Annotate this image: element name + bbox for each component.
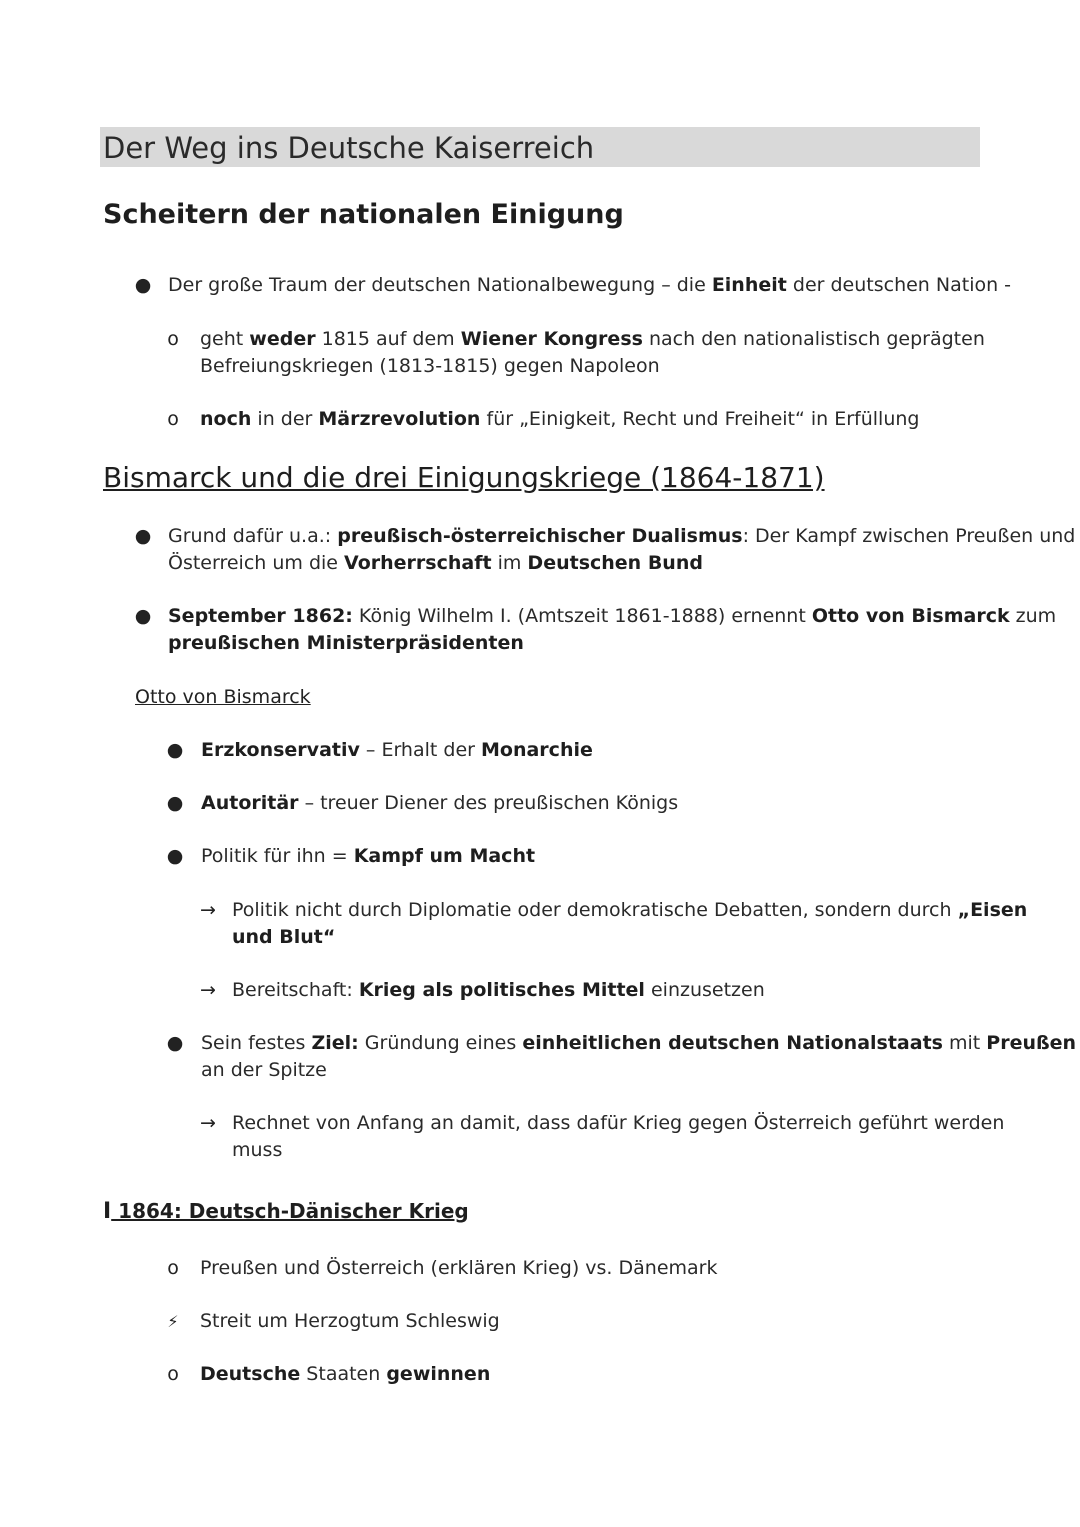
- text: König Wilhelm I. (Amtszeit 1861-1888) ernennt: [352, 605, 812, 627]
- bullet-marker: ●: [166, 739, 184, 761]
- bold-text: Einheit: [711, 274, 787, 296]
- text: 1815 auf dem: [315, 328, 461, 350]
- bold-text: Deutschen Bund: [527, 552, 703, 574]
- text: Politik nicht durch Diplomatie oder demokratische Debatten, sondern durch: [232, 899, 958, 921]
- subheading-otto: Otto von Bismarck: [135, 686, 311, 708]
- text: nach den nationalistisch geprägten: [642, 328, 985, 350]
- text: 1864: Deutsch-Dänischer Krieg: [111, 1199, 469, 1223]
- bismarck-politik: [201, 843, 535, 870]
- bullet-traum: [168, 272, 1011, 299]
- text: in der: [251, 408, 319, 430]
- bold-text: Erzkonservativ: [201, 739, 360, 761]
- arrow-bereitschaft: [232, 977, 765, 1004]
- text: Politik für ihn =: [201, 845, 354, 867]
- text: zum: [1009, 605, 1057, 627]
- bold-text: „Eisen: [957, 899, 1028, 921]
- bismarck-autoritaer: [201, 790, 678, 817]
- text: Sein festes: [201, 1032, 312, 1054]
- bold-text: noch: [200, 408, 252, 430]
- sub-bullet-marker: o: [167, 1363, 179, 1385]
- bismarck-erzkonservativ: [201, 737, 593, 764]
- text-line: muss: [232, 1139, 283, 1161]
- sub-bullet-weder: [200, 326, 985, 380]
- bold-text: gewinnen: [386, 1363, 491, 1385]
- bold-text: preußischen Ministerpräsidenten: [168, 632, 524, 654]
- bold-text: Monarchie: [481, 739, 593, 761]
- sub-bullet-marker: o: [167, 408, 179, 430]
- bold-text: preußisch-österreichischer Dualismus: [337, 525, 743, 547]
- bismarck-ziel: [201, 1030, 1077, 1084]
- lightning-icon: ⚡: [167, 1312, 179, 1331]
- roman-numeral: I: [103, 1199, 112, 1224]
- arrow-rechnet: [232, 1110, 1005, 1164]
- bold-text: weder: [249, 328, 316, 350]
- bullet-marker: ●: [134, 525, 152, 547]
- text: Grund dafür u.a.:: [168, 525, 338, 547]
- section-heading-scheitern: Scheitern der nationalen Einigung: [103, 199, 624, 230]
- bullet-marker: ●: [166, 845, 184, 867]
- war-item-gewinnen: [200, 1361, 490, 1388]
- text-line: Rechnet von Anfang an damit, dass dafür Krieg gegen Österreich geführt werden: [232, 1112, 1005, 1134]
- bold-text: Wiener Kongress: [460, 328, 643, 350]
- bold-text: Autoritär: [201, 792, 299, 814]
- arrow-eisen-und-blut: [232, 897, 1028, 951]
- text-line: an der Spitze: [201, 1059, 327, 1081]
- text: der deutschen Nation -: [786, 274, 1012, 296]
- text: Staaten: [300, 1363, 387, 1385]
- war-item-streit: Streit um Herzogtum Schleswig: [200, 1310, 500, 1332]
- bold-text: einheitlichen deutschen Nationalstaats: [522, 1032, 943, 1054]
- text: : Der Kampf zwischen Preußen und: [742, 525, 1076, 547]
- bullet-marker: ●: [134, 605, 152, 627]
- text: Gründung eines: [358, 1032, 523, 1054]
- text: – Erhalt der: [359, 739, 481, 761]
- text: für „Einigkeit, Recht und Freiheit“ in Erfüllung: [480, 408, 920, 430]
- bold-text: Ziel:: [311, 1032, 359, 1054]
- text-line: Befreiungskriegen (1813-1815) gegen Napoleon: [200, 355, 660, 377]
- text: – treuer Diener des preußischen Königs: [298, 792, 679, 814]
- bold-text: Preußen: [986, 1032, 1077, 1054]
- arrow-icon: →: [200, 979, 216, 1001]
- bold-text: Vorherrschaft: [344, 552, 492, 574]
- bold-text: Kampf um Macht: [353, 845, 536, 867]
- section-heading-1864: [103, 1197, 469, 1226]
- bullet-marker: ●: [166, 1032, 184, 1054]
- bullet-september: [168, 603, 1057, 657]
- text: Der große Traum der deutschen Nationalbewegung – die: [168, 274, 712, 296]
- arrow-icon: →: [200, 1112, 216, 1134]
- text: mit: [942, 1032, 987, 1054]
- text: im: [491, 552, 528, 574]
- text: geht: [200, 328, 250, 350]
- bullet-marker: ●: [134, 274, 152, 296]
- sub-bullet-marker: o: [167, 1257, 179, 1279]
- bold-text: Krieg als politisches Mittel: [358, 979, 645, 1001]
- text: einzusetzen: [644, 979, 765, 1001]
- sub-bullet-noch: [200, 406, 919, 433]
- bullet-marker: ●: [166, 792, 184, 814]
- bold-text: Deutsche: [200, 1363, 301, 1385]
- bullet-grund: [168, 523, 1076, 577]
- text: Österreich um die: [168, 552, 345, 574]
- page-title: Der Weg ins Deutsche Kaiserreich: [103, 131, 595, 165]
- bold-text: und Blut“: [232, 926, 336, 948]
- text: Bereitschaft:: [232, 979, 359, 1001]
- sub-bullet-marker: o: [167, 328, 179, 350]
- war-item-parties: Preußen und Österreich (erklären Krieg) vs. Dänemark: [200, 1257, 718, 1279]
- section-heading-bismarck: Bismarck und die drei Einigungskriege (1864-1871): [103, 461, 825, 494]
- bold-text: September 1862:: [168, 605, 353, 627]
- bold-text: Märzrevolution: [318, 408, 481, 430]
- bold-text: Otto von Bismarck: [811, 605, 1010, 627]
- arrow-icon: →: [200, 899, 216, 921]
